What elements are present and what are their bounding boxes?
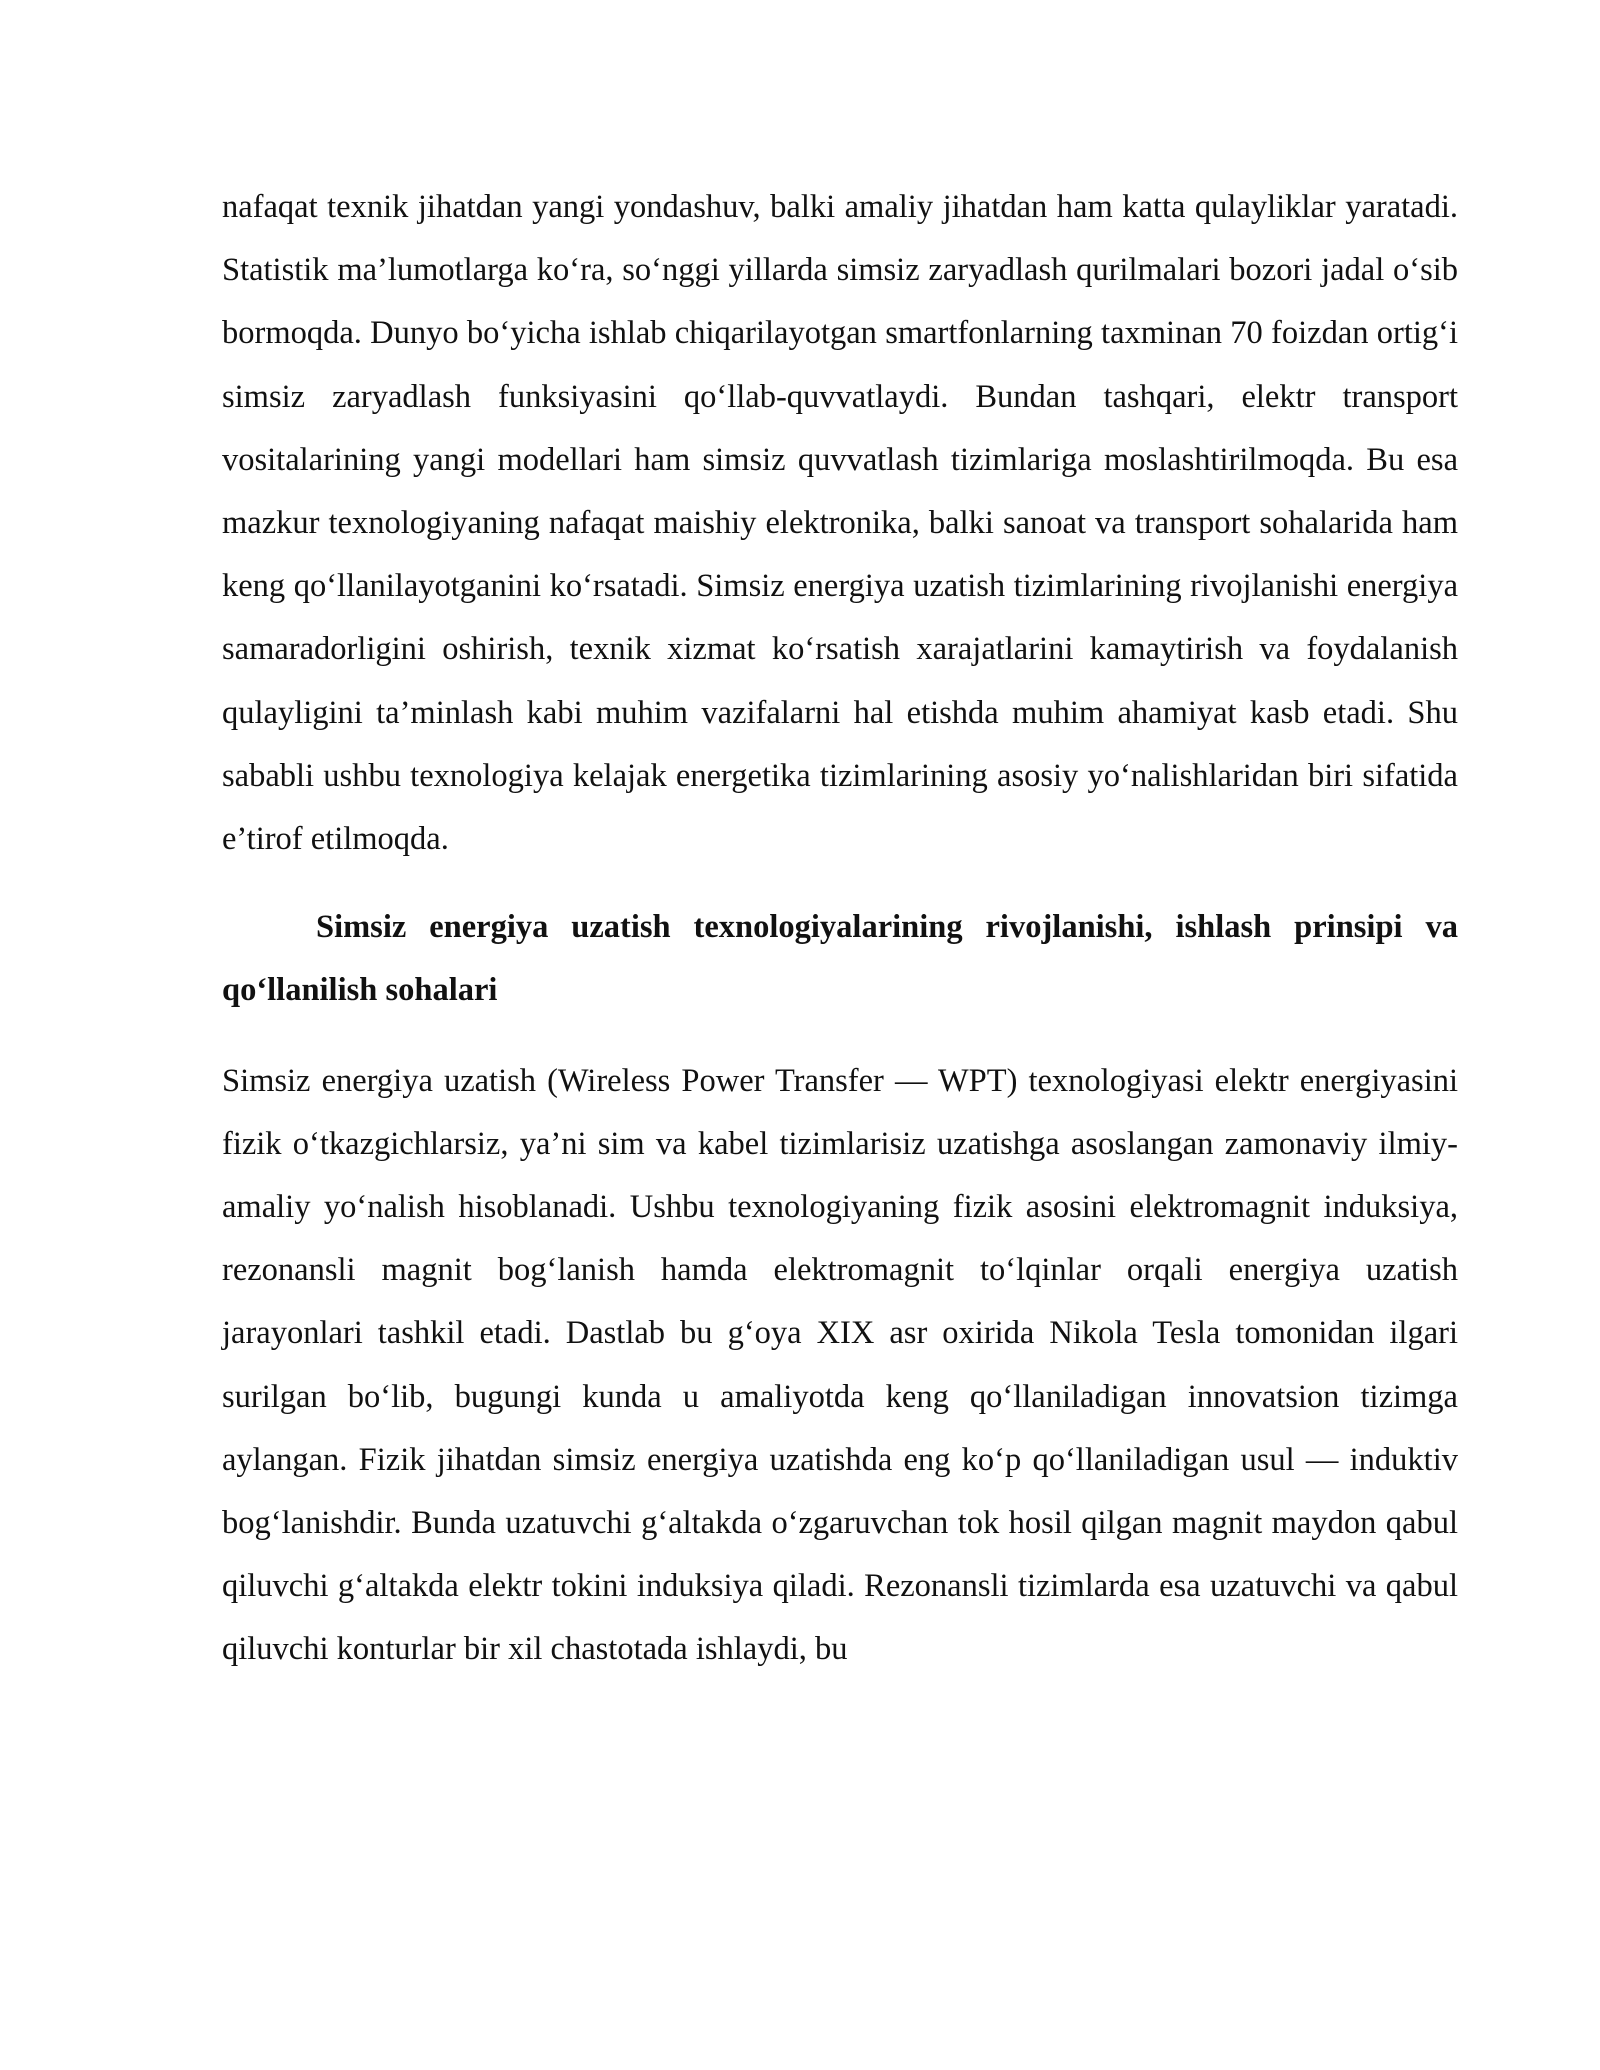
section-heading: Simsiz energiya uzatish texnologiyalarining rivojlanishi, ishlash prinsipi va qo‘llanilish sohalari xyxy=(222,909,1458,1009)
document-body xyxy=(222,176,1458,1682)
paragraph-wpt-description: Simsiz energiya uzatish (Wireless Power Transfer — WPT) texnologiyasi elektr energiyasini fizik o‘tkazgichlarsiz, ya’ni sim va kabel tizimlarisiz uzatishga asoslangan zamonaviy ilmiy-amaliy yo‘nalish hisoblanadi. Ushbu texnologiyaning fizik asosini elektromagnit induksiya, rezonansli magnit bog‘lanish hamda elektromagnit to‘lqinlar orqali energiya uzatish jarayonlari tashkil etadi. Dastlab bu g‘oya XIX asr oxirida Nikola Tesla tomonidan ilgari surilgan bo‘lib, bugungi kunda u amaliyotda keng qo‘llaniladigan innovatsion tizimga aylangan. Fizik jihatdan simsiz energiya uzatishda eng ko‘p qo‘llaniladigan usul — induktiv bog‘lanishdir. Bunda uzatuvchi g‘altakda o‘zgaruvchan tok hosil qilgan magnit maydon qabul qiluvchi g‘altakda elektr tokini induksiya qiladi. Rezonansli tizimlarda esa uzatuvchi va qabul qiluvchi konturlar bir xil chastotada ishlaydi, bu xyxy=(222,1062,1458,1668)
paragraph-intro-continuation: nafaqat texnik jihatdan yangi yondashuv, balki amaliy jihatdan ham katta qulayliklar yaratadi. Statistik ma’lumotlarga ko‘ra, so‘nggi yillarda simsiz zaryadlash qurilmalari bozori jadal o‘sib bormoqda. Dunyo bo‘yicha ishlab chiqarilayotgan smartfonlarning taxminan 70 foizdan ortig‘i simsiz zaryadlash funksiyasini qo‘llab-quvvatlaydi. Bundan tashqari, elektr transport vositalarining yangi modellari ham simsiz quvvatlash tizimlariga moslashtirilmoqda. Bu esa mazkur texnologiyaning nafaqat maishiy elektronika, balki sanoat va transport sohalarida ham keng qo‘llanilayotganini ko‘rsatadi. Simsiz energiya uzatish tizimlarining rivojlanishi energiya samaradorligini oshirish, texnik xizmat ko‘rsatish xarajatlarini kamaytirish va foydalanish qulayligini ta’minlash kabi muhim vazifalarni hal etishda muhim ahamiyat kasb etadi. Shu sababli ushbu texnologiya kelajak energetika tizimlarining asosiy yo‘nalishlaridan biri sifatida e’tirof etilmoqda. xyxy=(222,189,1458,858)
